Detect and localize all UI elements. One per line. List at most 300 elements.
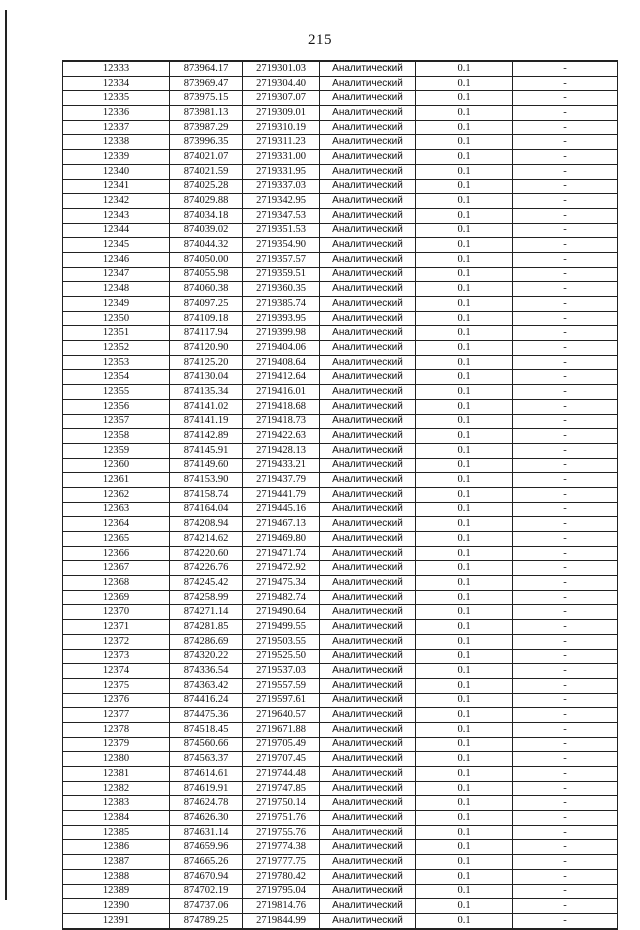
method-cell: Аналитический [320, 693, 416, 708]
accuracy-cell: 0.1 [416, 590, 513, 605]
method-cell: Аналитический [320, 620, 416, 635]
accuracy-cell: 0.1 [416, 693, 513, 708]
point-number-cell: 12378 [63, 722, 170, 737]
dash-cell: - [513, 913, 618, 928]
y-coordinate-cell: 2719408.64 [243, 355, 320, 370]
dash-cell: - [513, 370, 618, 385]
table-row [63, 502, 618, 517]
dash-cell: - [513, 532, 618, 547]
coordinates-table-body [63, 61, 618, 929]
point-number-cell: 12358 [63, 429, 170, 444]
point-number-cell: 12380 [63, 752, 170, 767]
table-row [63, 120, 618, 135]
y-coordinate-cell: 2719490.64 [243, 605, 320, 620]
dash-cell: - [513, 297, 618, 312]
x-coordinate-cell: 874060.38 [170, 282, 243, 297]
table-row [63, 869, 618, 884]
table-row [63, 546, 618, 561]
point-number-cell: 12359 [63, 443, 170, 458]
y-coordinate-cell: 2719428.13 [243, 443, 320, 458]
x-coordinate-cell: 874044.32 [170, 238, 243, 253]
x-coordinate-cell: 874097.25 [170, 297, 243, 312]
x-coordinate-cell: 874670.94 [170, 869, 243, 884]
table-row [63, 649, 618, 664]
y-coordinate-cell: 2719331.00 [243, 150, 320, 165]
method-cell: Аналитический [320, 370, 416, 385]
point-number-cell: 12342 [63, 194, 170, 209]
method-cell: Аналитический [320, 869, 416, 884]
y-coordinate-cell: 2719475.34 [243, 576, 320, 591]
x-coordinate-cell: 874135.34 [170, 385, 243, 400]
dash-cell: - [513, 91, 618, 106]
x-coordinate-cell: 874141.19 [170, 414, 243, 429]
method-cell: Аналитический [320, 61, 416, 76]
y-coordinate-cell: 2719503.55 [243, 634, 320, 649]
y-coordinate-cell: 2719416.01 [243, 385, 320, 400]
dash-cell: - [513, 825, 618, 840]
dash-cell: - [513, 649, 618, 664]
x-coordinate-cell: 873964.17 [170, 61, 243, 76]
y-coordinate-cell: 2719433.21 [243, 458, 320, 473]
accuracy-cell: 0.1 [416, 150, 513, 165]
accuracy-cell: 0.1 [416, 164, 513, 179]
method-cell: Аналитический [320, 267, 416, 282]
y-coordinate-cell: 2719347.53 [243, 208, 320, 223]
y-coordinate-cell: 2719557.59 [243, 678, 320, 693]
dash-cell: - [513, 796, 618, 811]
point-number-cell: 12347 [63, 267, 170, 282]
table-row [63, 752, 618, 767]
method-cell: Аналитический [320, 722, 416, 737]
table-row [63, 370, 618, 385]
y-coordinate-cell: 2719469.80 [243, 532, 320, 547]
method-cell: Аналитический [320, 487, 416, 502]
point-number-cell: 12345 [63, 238, 170, 253]
y-coordinate-cell: 2719311.23 [243, 135, 320, 150]
dash-cell: - [513, 238, 618, 253]
point-number-cell: 12372 [63, 634, 170, 649]
point-number-cell: 12361 [63, 473, 170, 488]
x-coordinate-cell: 874158.74 [170, 487, 243, 502]
accuracy-cell: 0.1 [416, 620, 513, 635]
x-coordinate-cell: 874214.62 [170, 532, 243, 547]
dash-cell: - [513, 135, 618, 150]
table-row [63, 840, 618, 855]
method-cell: Аналитический [320, 502, 416, 517]
point-number-cell: 12374 [63, 664, 170, 679]
y-coordinate-cell: 2719705.49 [243, 737, 320, 752]
point-number-cell: 12386 [63, 840, 170, 855]
accuracy-cell: 0.1 [416, 532, 513, 547]
point-number-cell: 12356 [63, 399, 170, 414]
x-coordinate-cell: 874563.37 [170, 752, 243, 767]
method-cell: Аналитический [320, 429, 416, 444]
accuracy-cell: 0.1 [416, 458, 513, 473]
point-number-cell: 12385 [63, 825, 170, 840]
dash-cell: - [513, 473, 618, 488]
dash-cell: - [513, 76, 618, 91]
point-number-cell: 12336 [63, 106, 170, 121]
dash-cell: - [513, 429, 618, 444]
method-cell: Аналитический [320, 913, 416, 928]
point-number-cell: 12366 [63, 546, 170, 561]
x-coordinate-cell: 874208.94 [170, 517, 243, 532]
method-cell: Аналитический [320, 811, 416, 826]
x-coordinate-cell: 874336.54 [170, 664, 243, 679]
y-coordinate-cell: 2719331.95 [243, 164, 320, 179]
table-row [63, 443, 618, 458]
accuracy-cell: 0.1 [416, 399, 513, 414]
x-coordinate-cell: 874029.88 [170, 194, 243, 209]
table-row [63, 429, 618, 444]
table-row [63, 297, 618, 312]
table-row [63, 605, 618, 620]
point-number-cell: 12340 [63, 164, 170, 179]
y-coordinate-cell: 2719814.76 [243, 899, 320, 914]
dash-cell: - [513, 326, 618, 341]
table-row [63, 576, 618, 591]
dash-cell: - [513, 399, 618, 414]
method-cell: Аналитический [320, 443, 416, 458]
accuracy-cell: 0.1 [416, 326, 513, 341]
method-cell: Аналитический [320, 458, 416, 473]
table-row [63, 341, 618, 356]
page-left-edge-rule [5, 10, 7, 900]
accuracy-cell: 0.1 [416, 473, 513, 488]
dash-cell: - [513, 267, 618, 282]
dash-cell: - [513, 385, 618, 400]
point-number-cell: 12381 [63, 767, 170, 782]
dash-cell: - [513, 708, 618, 723]
point-number-cell: 12346 [63, 252, 170, 267]
method-cell: Аналитический [320, 399, 416, 414]
table-row [63, 208, 618, 223]
method-cell: Аналитический [320, 561, 416, 576]
accuracy-cell: 0.1 [416, 91, 513, 106]
point-number-cell: 12339 [63, 150, 170, 165]
y-coordinate-cell: 2719750.14 [243, 796, 320, 811]
point-number-cell: 12363 [63, 502, 170, 517]
x-coordinate-cell: 874141.02 [170, 399, 243, 414]
accuracy-cell: 0.1 [416, 913, 513, 928]
method-cell: Аналитический [320, 223, 416, 238]
point-number-cell: 12344 [63, 223, 170, 238]
point-number-cell: 12350 [63, 311, 170, 326]
y-coordinate-cell: 2719499.55 [243, 620, 320, 635]
method-cell: Аналитический [320, 664, 416, 679]
table-row [63, 194, 618, 209]
dash-cell: - [513, 106, 618, 121]
method-cell: Аналитический [320, 164, 416, 179]
dash-cell: - [513, 722, 618, 737]
accuracy-cell: 0.1 [416, 282, 513, 297]
dash-cell: - [513, 208, 618, 223]
dash-cell: - [513, 737, 618, 752]
x-coordinate-cell: 874039.02 [170, 223, 243, 238]
y-coordinate-cell: 2719412.64 [243, 370, 320, 385]
x-coordinate-cell: 874626.30 [170, 811, 243, 826]
point-number-cell: 12371 [63, 620, 170, 635]
accuracy-cell: 0.1 [416, 649, 513, 664]
dash-cell: - [513, 546, 618, 561]
dash-cell: - [513, 855, 618, 870]
accuracy-cell: 0.1 [416, 238, 513, 253]
accuracy-cell: 0.1 [416, 576, 513, 591]
y-coordinate-cell: 2719422.63 [243, 429, 320, 444]
dash-cell: - [513, 811, 618, 826]
x-coordinate-cell: 874025.28 [170, 179, 243, 194]
x-coordinate-cell: 874789.25 [170, 913, 243, 928]
point-number-cell: 12349 [63, 297, 170, 312]
x-coordinate-cell: 874518.45 [170, 722, 243, 737]
coordinates-table [62, 60, 618, 930]
x-coordinate-cell: 874416.24 [170, 693, 243, 708]
table-row [63, 693, 618, 708]
method-cell: Аналитический [320, 678, 416, 693]
method-cell: Аналитический [320, 634, 416, 649]
point-number-cell: 12382 [63, 781, 170, 796]
x-coordinate-cell: 874614.61 [170, 767, 243, 782]
accuracy-cell: 0.1 [416, 737, 513, 752]
y-coordinate-cell: 2719437.79 [243, 473, 320, 488]
accuracy-cell: 0.1 [416, 135, 513, 150]
table-row [63, 678, 618, 693]
dash-cell: - [513, 884, 618, 899]
x-coordinate-cell: 874226.76 [170, 561, 243, 576]
table-row [63, 811, 618, 826]
point-number-cell: 12343 [63, 208, 170, 223]
y-coordinate-cell: 2719418.68 [243, 399, 320, 414]
y-coordinate-cell: 2719671.88 [243, 722, 320, 737]
point-number-cell: 12335 [63, 91, 170, 106]
point-number-cell: 12352 [63, 341, 170, 356]
method-cell: Аналитический [320, 135, 416, 150]
y-coordinate-cell: 2719467.13 [243, 517, 320, 532]
method-cell: Аналитический [320, 238, 416, 253]
dash-cell: - [513, 634, 618, 649]
accuracy-cell: 0.1 [416, 267, 513, 282]
method-cell: Аналитический [320, 517, 416, 532]
y-coordinate-cell: 2719441.79 [243, 487, 320, 502]
page-number: 215 [308, 32, 332, 48]
table-row [63, 150, 618, 165]
table-row [63, 164, 618, 179]
dash-cell: - [513, 693, 618, 708]
x-coordinate-cell: 874109.18 [170, 311, 243, 326]
point-number-cell: 12357 [63, 414, 170, 429]
accuracy-cell: 0.1 [416, 517, 513, 532]
x-coordinate-cell: 874153.90 [170, 473, 243, 488]
method-cell: Аналитический [320, 708, 416, 723]
dash-cell: - [513, 561, 618, 576]
table-row [63, 884, 618, 899]
point-number-cell: 12367 [63, 561, 170, 576]
method-cell: Аналитический [320, 796, 416, 811]
method-cell: Аналитический [320, 120, 416, 135]
dash-cell: - [513, 443, 618, 458]
x-coordinate-cell: 874164.04 [170, 502, 243, 517]
table-row [63, 913, 618, 928]
accuracy-cell: 0.1 [416, 414, 513, 429]
table-row [63, 664, 618, 679]
point-number-cell: 12370 [63, 605, 170, 620]
point-number-cell: 12360 [63, 458, 170, 473]
method-cell: Аналитический [320, 752, 416, 767]
accuracy-cell: 0.1 [416, 678, 513, 693]
y-coordinate-cell: 2719795.04 [243, 884, 320, 899]
method-cell: Аналитический [320, 179, 416, 194]
dash-cell: - [513, 61, 618, 76]
y-coordinate-cell: 2719304.40 [243, 76, 320, 91]
y-coordinate-cell: 2719471.74 [243, 546, 320, 561]
table-row [63, 855, 618, 870]
table-row [63, 179, 618, 194]
table-row [63, 561, 618, 576]
point-number-cell: 12388 [63, 869, 170, 884]
dash-cell: - [513, 341, 618, 356]
accuracy-cell: 0.1 [416, 487, 513, 502]
x-coordinate-cell: 874363.42 [170, 678, 243, 693]
accuracy-cell: 0.1 [416, 546, 513, 561]
accuracy-cell: 0.1 [416, 767, 513, 782]
dash-cell: - [513, 179, 618, 194]
dash-cell: - [513, 605, 618, 620]
dash-cell: - [513, 164, 618, 179]
method-cell: Аналитический [320, 385, 416, 400]
accuracy-cell: 0.1 [416, 341, 513, 356]
y-coordinate-cell: 2719418.73 [243, 414, 320, 429]
dash-cell: - [513, 840, 618, 855]
accuracy-cell: 0.1 [416, 561, 513, 576]
accuracy-cell: 0.1 [416, 664, 513, 679]
dash-cell: - [513, 223, 618, 238]
x-coordinate-cell: 873969.47 [170, 76, 243, 91]
point-number-cell: 12375 [63, 678, 170, 693]
point-number-cell: 12390 [63, 899, 170, 914]
y-coordinate-cell: 2719755.76 [243, 825, 320, 840]
method-cell: Аналитический [320, 355, 416, 370]
method-cell: Аналитический [320, 150, 416, 165]
point-number-cell: 12365 [63, 532, 170, 547]
table-row [63, 767, 618, 782]
y-coordinate-cell: 2719844.99 [243, 913, 320, 928]
table-row [63, 355, 618, 370]
accuracy-cell: 0.1 [416, 752, 513, 767]
x-coordinate-cell: 874245.42 [170, 576, 243, 591]
method-cell: Аналитический [320, 767, 416, 782]
accuracy-cell: 0.1 [416, 811, 513, 826]
x-coordinate-cell: 873981.13 [170, 106, 243, 121]
point-number-cell: 12333 [63, 61, 170, 76]
x-coordinate-cell: 874034.18 [170, 208, 243, 223]
method-cell: Аналитический [320, 76, 416, 91]
x-coordinate-cell: 874631.14 [170, 825, 243, 840]
table-row [63, 252, 618, 267]
point-number-cell: 12338 [63, 135, 170, 150]
y-coordinate-cell: 2719777.75 [243, 855, 320, 870]
dash-cell: - [513, 620, 618, 635]
x-coordinate-cell: 874281.85 [170, 620, 243, 635]
dash-cell: - [513, 781, 618, 796]
table-row [63, 61, 618, 76]
table-row [63, 106, 618, 121]
accuracy-cell: 0.1 [416, 120, 513, 135]
table-row [63, 311, 618, 326]
x-coordinate-cell: 874130.04 [170, 370, 243, 385]
point-number-cell: 12369 [63, 590, 170, 605]
x-coordinate-cell: 874055.98 [170, 267, 243, 282]
x-coordinate-cell: 874659.96 [170, 840, 243, 855]
dash-cell: - [513, 355, 618, 370]
dash-cell: - [513, 664, 618, 679]
x-coordinate-cell: 874021.59 [170, 164, 243, 179]
accuracy-cell: 0.1 [416, 502, 513, 517]
x-coordinate-cell: 874142.89 [170, 429, 243, 444]
dash-cell: - [513, 899, 618, 914]
x-coordinate-cell: 874258.99 [170, 590, 243, 605]
dash-cell: - [513, 590, 618, 605]
y-coordinate-cell: 2719597.61 [243, 693, 320, 708]
accuracy-cell: 0.1 [416, 252, 513, 267]
method-cell: Аналитический [320, 576, 416, 591]
table-row [63, 399, 618, 414]
x-coordinate-cell: 874050.00 [170, 252, 243, 267]
method-cell: Аналитический [320, 326, 416, 341]
y-coordinate-cell: 2719747.85 [243, 781, 320, 796]
table-row [63, 620, 618, 635]
x-coordinate-cell: 874149.60 [170, 458, 243, 473]
accuracy-cell: 0.1 [416, 899, 513, 914]
method-cell: Аналитический [320, 311, 416, 326]
method-cell: Аналитический [320, 884, 416, 899]
accuracy-cell: 0.1 [416, 179, 513, 194]
accuracy-cell: 0.1 [416, 869, 513, 884]
method-cell: Аналитический [320, 252, 416, 267]
dash-cell: - [513, 194, 618, 209]
accuracy-cell: 0.1 [416, 311, 513, 326]
y-coordinate-cell: 2719351.53 [243, 223, 320, 238]
method-cell: Аналитический [320, 855, 416, 870]
x-coordinate-cell: 874737.06 [170, 899, 243, 914]
table-row [63, 781, 618, 796]
method-cell: Аналитический [320, 208, 416, 223]
point-number-cell: 12354 [63, 370, 170, 385]
accuracy-cell: 0.1 [416, 297, 513, 312]
table-row [63, 135, 618, 150]
y-coordinate-cell: 2719751.76 [243, 811, 320, 826]
point-number-cell: 12364 [63, 517, 170, 532]
table-row [63, 590, 618, 605]
x-coordinate-cell: 874286.69 [170, 634, 243, 649]
accuracy-cell: 0.1 [416, 106, 513, 121]
point-number-cell: 12376 [63, 693, 170, 708]
table-row [63, 385, 618, 400]
dash-cell: - [513, 150, 618, 165]
table-row [63, 532, 618, 547]
x-coordinate-cell: 873996.35 [170, 135, 243, 150]
point-number-cell: 12355 [63, 385, 170, 400]
point-number-cell: 12383 [63, 796, 170, 811]
table-row [63, 737, 618, 752]
table-row [63, 76, 618, 91]
accuracy-cell: 0.1 [416, 223, 513, 238]
x-coordinate-cell: 874220.60 [170, 546, 243, 561]
method-cell: Аналитический [320, 590, 416, 605]
method-cell: Аналитический [320, 899, 416, 914]
dash-cell: - [513, 282, 618, 297]
table-row [63, 267, 618, 282]
dash-cell: - [513, 502, 618, 517]
